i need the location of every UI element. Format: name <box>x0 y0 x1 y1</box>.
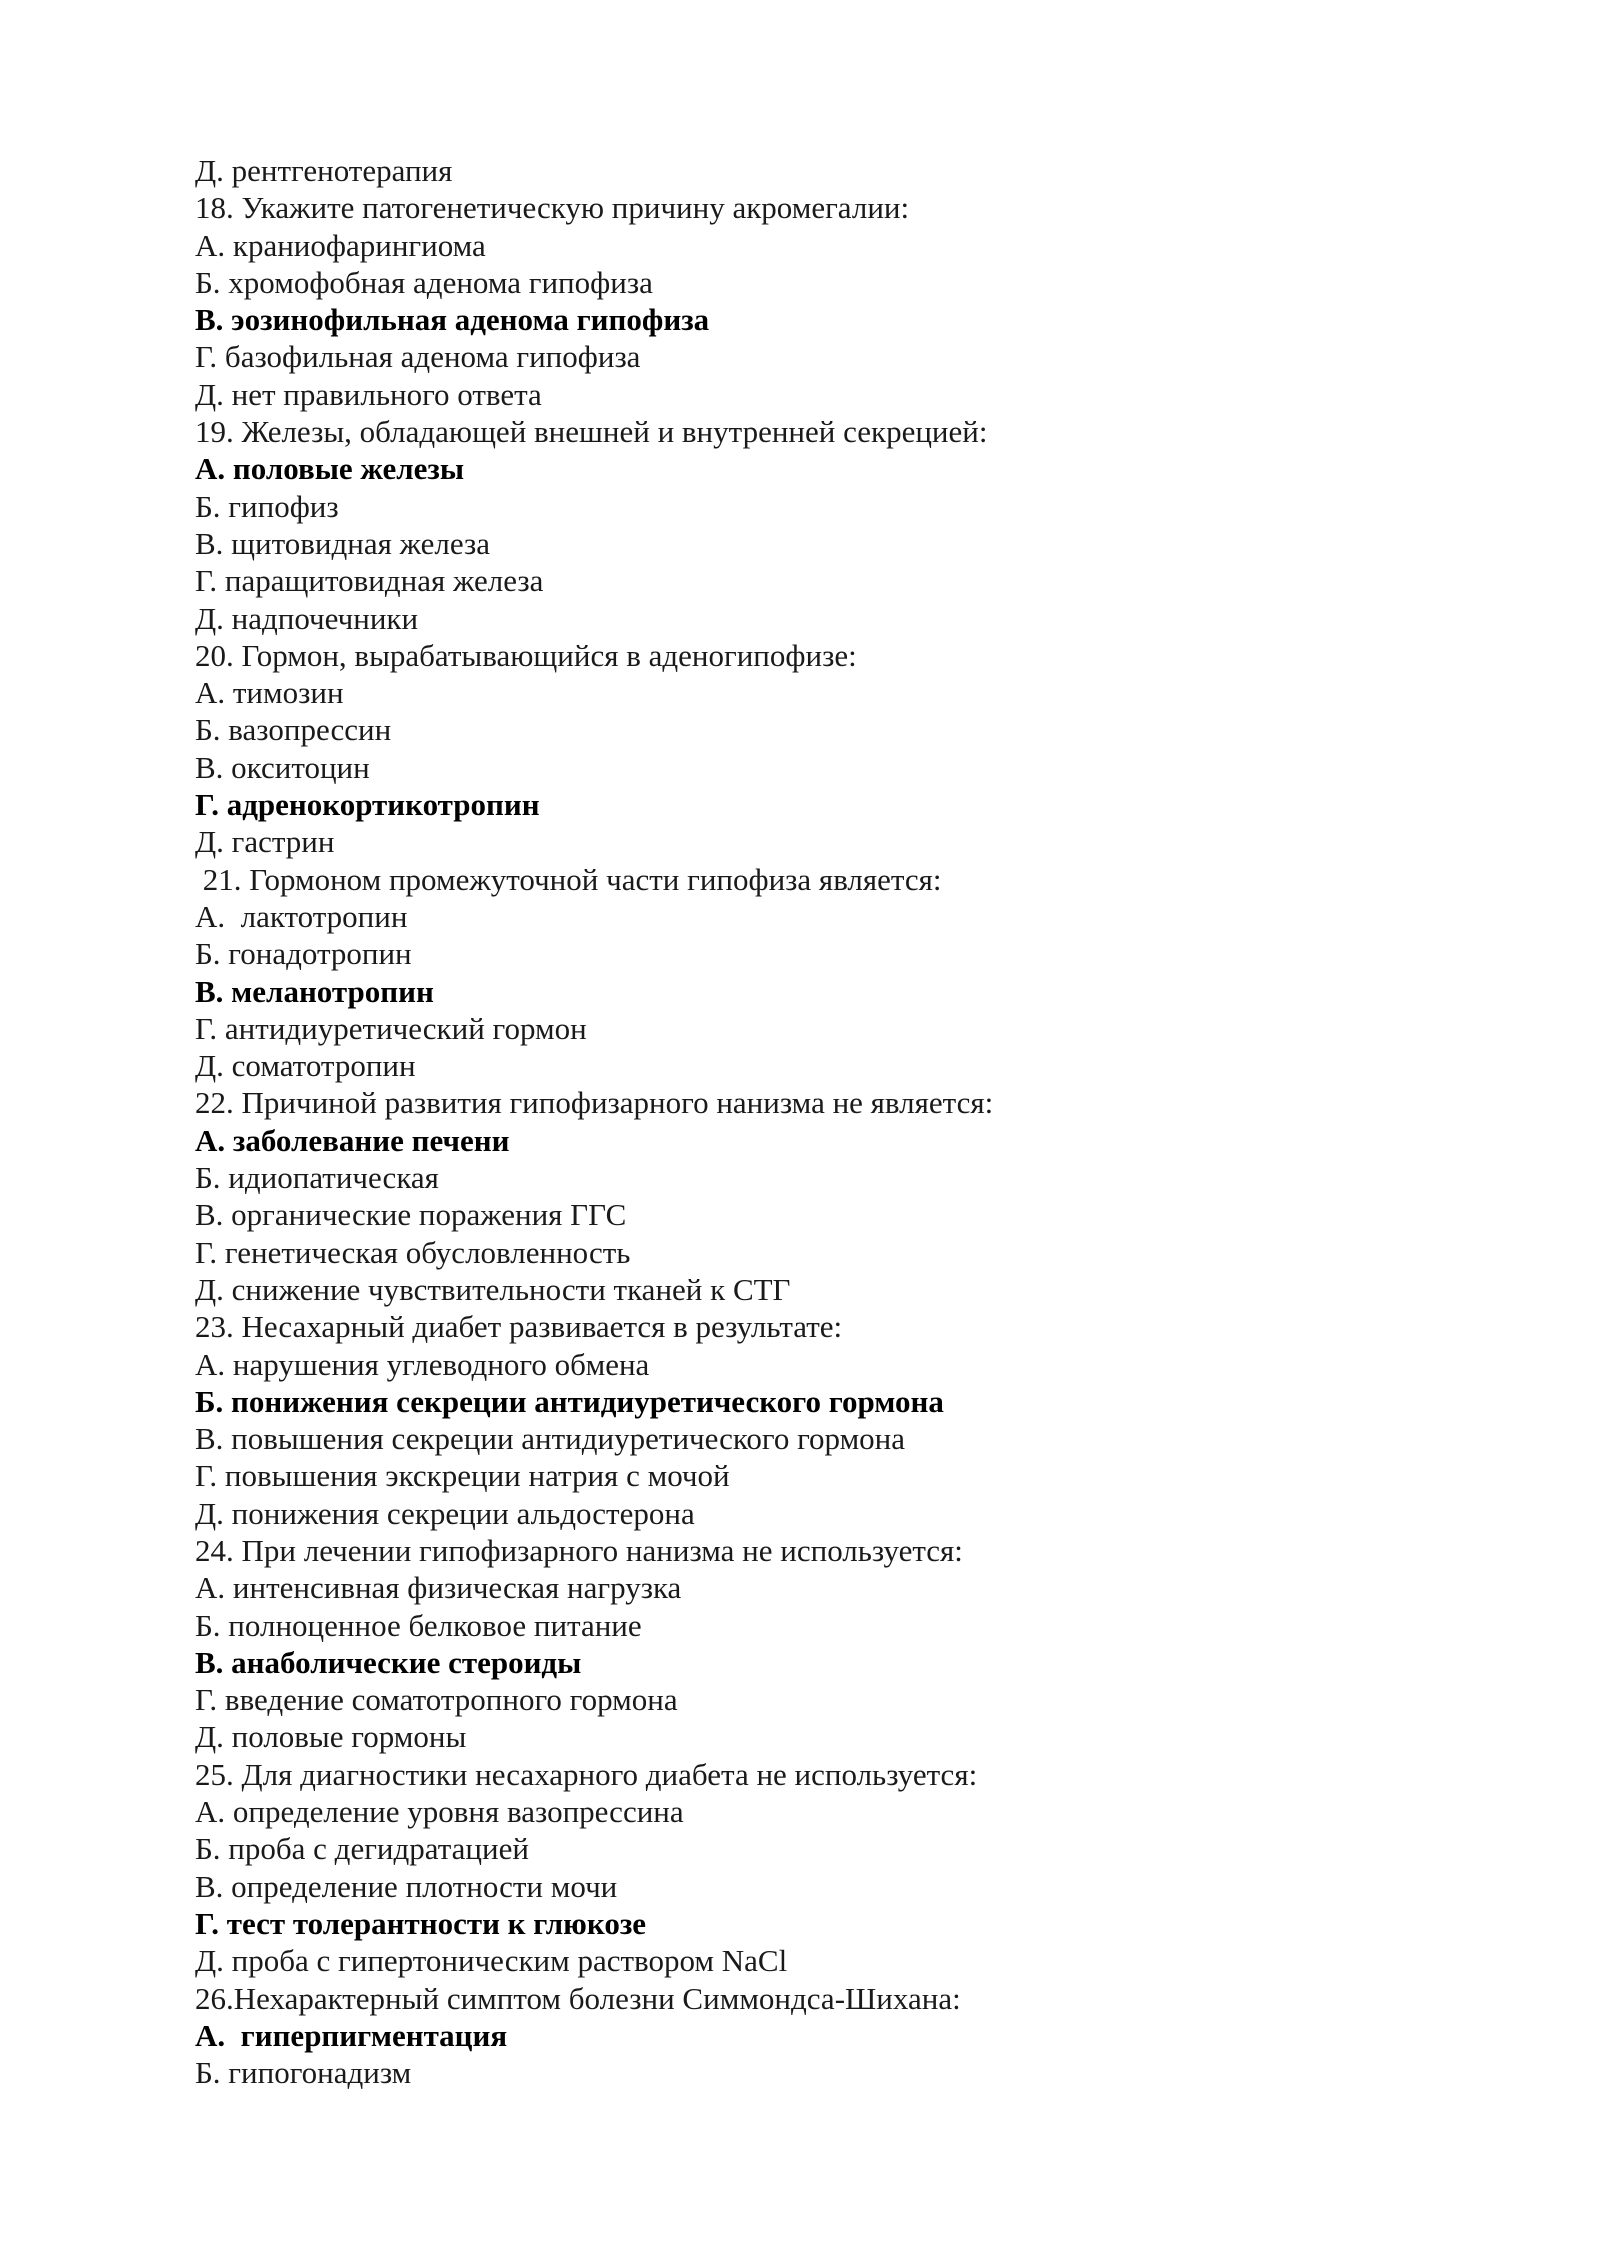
correct-answer-line: А. гиперпигментация <box>195 2017 508 2053</box>
text-line: Д. нет правильного ответа <box>195 376 542 412</box>
text-line: Д. соматотропин <box>195 1048 416 1084</box>
correct-answer-line: В. анаболические стероиды <box>195 1644 582 1680</box>
text-line: В. повышения секреции антидиуретического гормона <box>195 1421 906 1457</box>
text-line: Б. идиопатическая <box>195 1160 439 1196</box>
correct-answer-line: Г. тест толерантности к глюкозе <box>195 1905 647 1941</box>
text-line: Д. проба с гипертоническим раствором NaCl <box>195 1943 788 1979</box>
correct-answer-line: В. меланотропин <box>195 973 434 1009</box>
correct-answer-line: Б. понижения секреции антидиуретического гормона <box>195 1383 944 1419</box>
text-line: Б. хромофобная аденома гипофиза <box>195 264 653 300</box>
text-line: А. краниофарингиома <box>195 227 486 263</box>
text-line: В. органические поражения ГГС <box>195 1197 627 1233</box>
text-line: 21. Гормоном промежуточной части гипофиза является: <box>195 861 942 897</box>
text-line: Б. проба с дегидратацией <box>195 1831 529 1867</box>
text-line: А. тимозин <box>195 675 344 711</box>
text-line: 25. Для диагностики несахарного диабета не используется: <box>195 1756 978 1792</box>
text-line: А. лактотропин <box>195 898 408 934</box>
text-line: В. окситоцин <box>195 749 370 785</box>
document-body <box>195 152 1445 2091</box>
text-line: Д. гастрин <box>195 824 335 860</box>
text-line: Д. рентгенотерапия <box>195 153 453 188</box>
text-line: Г. введение соматотропного гормона <box>195 1682 678 1718</box>
text-line: Д. понижения секреции альдостерона <box>195 1495 695 1531</box>
text-line: 26.Нехарактерный симптом болезни Симмондса-Шихана: <box>195 1980 961 2016</box>
text-line: Д. надпочечники <box>195 600 419 636</box>
text-line: 22. Причиной развития гипофизарного нанизма не является: <box>195 1085 994 1121</box>
text-line: Б. гипогонадизм <box>195 2055 412 2091</box>
text-line: Б. вазопрессин <box>195 712 392 748</box>
text-line: Г. повышения экскреции натрия с мочой <box>195 1458 730 1494</box>
text-line: Д. снижение чувствительности тканей к СТГ <box>195 1271 791 1307</box>
text-line: А. интенсивная физическая нагрузка <box>195 1570 682 1606</box>
correct-answer-line: А. половые железы <box>195 451 465 487</box>
text-line: 18. Укажите патогенетическую причину акромегалии: <box>195 190 910 226</box>
text-line: Д. половые гормоны <box>195 1719 467 1755</box>
text-line: Г. базофильная аденома гипофиза <box>195 339 641 375</box>
correct-answer-line: А. заболевание печени <box>195 1122 510 1158</box>
text-line: Г. паращитовидная железа <box>195 563 544 599</box>
text-line: Б. полноценное белковое питание <box>195 1607 642 1643</box>
text-line: 19. Железы, обладающей внешней и внутренней секрецией: <box>195 414 988 450</box>
text-line: В. щитовидная железа <box>195 525 491 561</box>
text-line: Г. генетическая обусловленность <box>195 1234 631 1270</box>
text-line: 24. При лечении гипофизарного нанизма не используется: <box>195 1532 963 1568</box>
text-line: Г. антидиуретический гормон <box>195 1010 587 1046</box>
correct-answer-line: В. эозинофильная аденома гипофиза <box>195 302 710 338</box>
text-line: В. определение плотности мочи <box>195 1868 618 1904</box>
text-line: А. определение уровня вазопрессина <box>195 1794 684 1830</box>
text-line: А. нарушения углеводного обмена <box>195 1346 650 1382</box>
correct-answer-line: Г. адренокортикотропин <box>195 787 540 823</box>
text-line: 20. Гормон, вырабатывающийся в аденогипофизе: <box>195 637 857 673</box>
text-line: Б. гонадотропин <box>195 936 412 972</box>
text-line: 23. Несахарный диабет развивается в результате: <box>195 1309 843 1345</box>
text-line: Б. гипофиз <box>195 488 339 524</box>
